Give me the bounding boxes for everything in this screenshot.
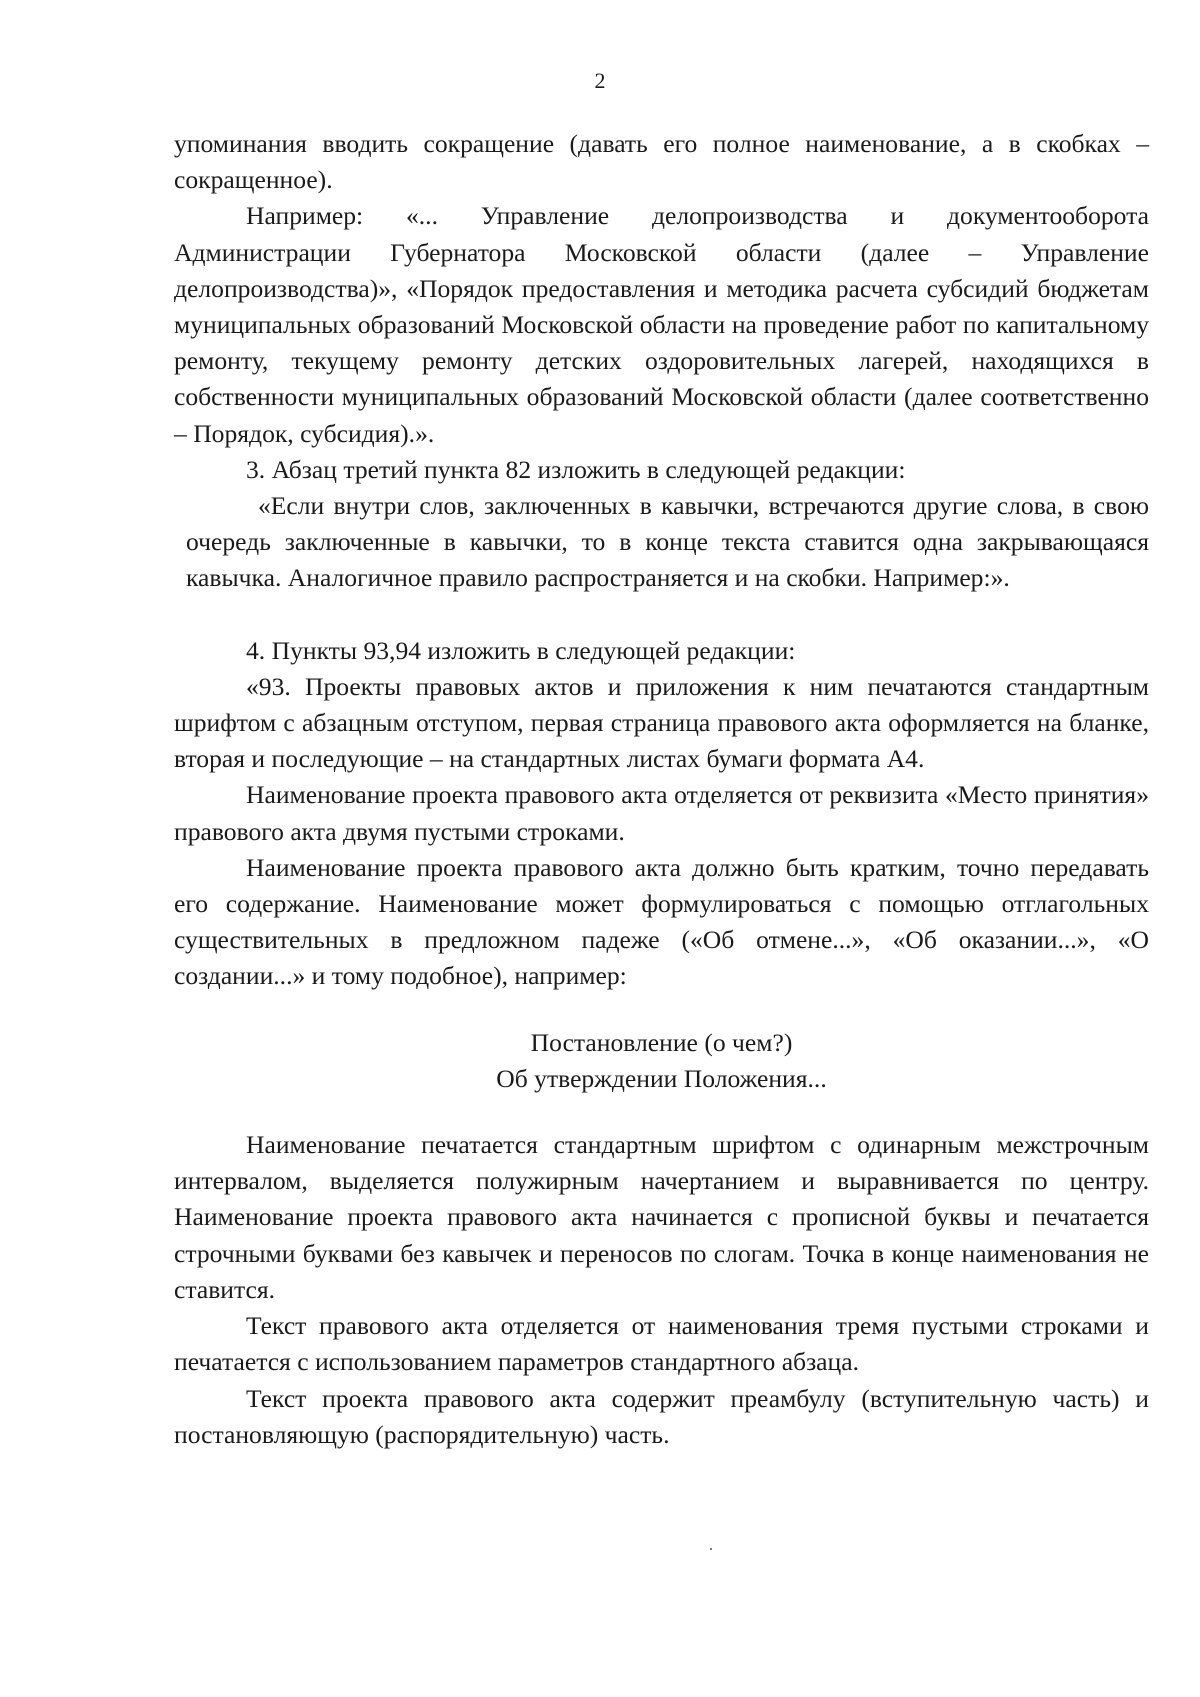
quoted-amendment-82 xyxy=(174,488,1149,597)
paragraph-text-structure: Текст проекта правового акта содержит преамбулу (вступительную часть) и постановляющую (распорядительную) часть. xyxy=(174,1383,1149,1449)
document-body xyxy=(174,126,1149,1453)
page-number: 2 xyxy=(594,68,606,93)
paragraph-text-separation: Текст правового акта отделяется от наименования тремя пустыми строками и печатается с использованием параметров стандартного абзаца. xyxy=(174,1311,1149,1377)
paragraph-example: Например: «... Управление делопроизводства и документооборота Администрации Губернатора Московской области (далее – Управление делопроизводства)», «Порядок предоставления и методика расчета субсидий бюджетам муниципальных образований Московской области на проведение работ по капитальному ремонту, текущему ремонту детских оздоровительных лагерей, находящихся в собственности муниципальных образований Московской области (далее соответственно – Порядок, субсидия).». xyxy=(174,201,1149,448)
paragraph-continuation: упоминания вводить сокращение (давать его полное наименование, а в скобках – сокращенное). xyxy=(174,129,1149,195)
paragraph-name-separation: Наименование проекта правового акта отделяется от реквизита «Место принятия» правового акта двумя пустыми строками. xyxy=(174,780,1149,846)
scan-speck xyxy=(710,1548,712,1550)
paragraph-item-3: 3. Абзац третий пункта 82 изложить в следующей редакции: xyxy=(246,454,906,484)
paragraph-item-4: 4. Пункты 93,94 изложить в следующей редакции: xyxy=(246,635,796,665)
paragraph-name-requirements: Наименование проекта правового акта должно быть кратким, точно передавать его содержание. Наименование может формулироваться с помощью отглагольных существительных в предложном падеже («Об отмене...», «Об оказании...», «О создании...» и тому подобное), например: xyxy=(174,852,1149,991)
blank-line xyxy=(174,1097,1149,1127)
blank-line xyxy=(174,995,1149,1025)
example-line-1: Постановление (о чем?) xyxy=(530,1027,793,1057)
paragraph-point-93: «93. Проекты правовых актов и приложения к ним печатаются стандартным шрифтом с абзацным отступом, первая страница правового акта оформляется на бланке, вторая и последующие – на стандартных листах бумаги формата А4. xyxy=(174,671,1149,774)
paragraph-name-formatting: Наименование печатается стандартным шрифтом с одинарным межстрочным интервалом, выделяется полужирным начертанием и выравнивается по центру. Наименование проекта правового акта начинается с прописной буквы и печатается строчными буквами без кавычек и переносов по слогам. Точка в конце наименования не ставится. xyxy=(174,1130,1149,1304)
blank-line xyxy=(174,597,1149,633)
paragraph-quote-82: «Если внутри слов, заключенных в кавычки, встречаются другие слова, в свою очередь заключенные в кавычки, то в конце текста ставится одна закрывающаяся кавычка. Аналогичное правило распространяется и на скобки. Например:». xyxy=(186,491,1149,593)
example-line-2: Об утверждении Положения... xyxy=(496,1063,827,1093)
title-example xyxy=(174,1025,1149,1097)
